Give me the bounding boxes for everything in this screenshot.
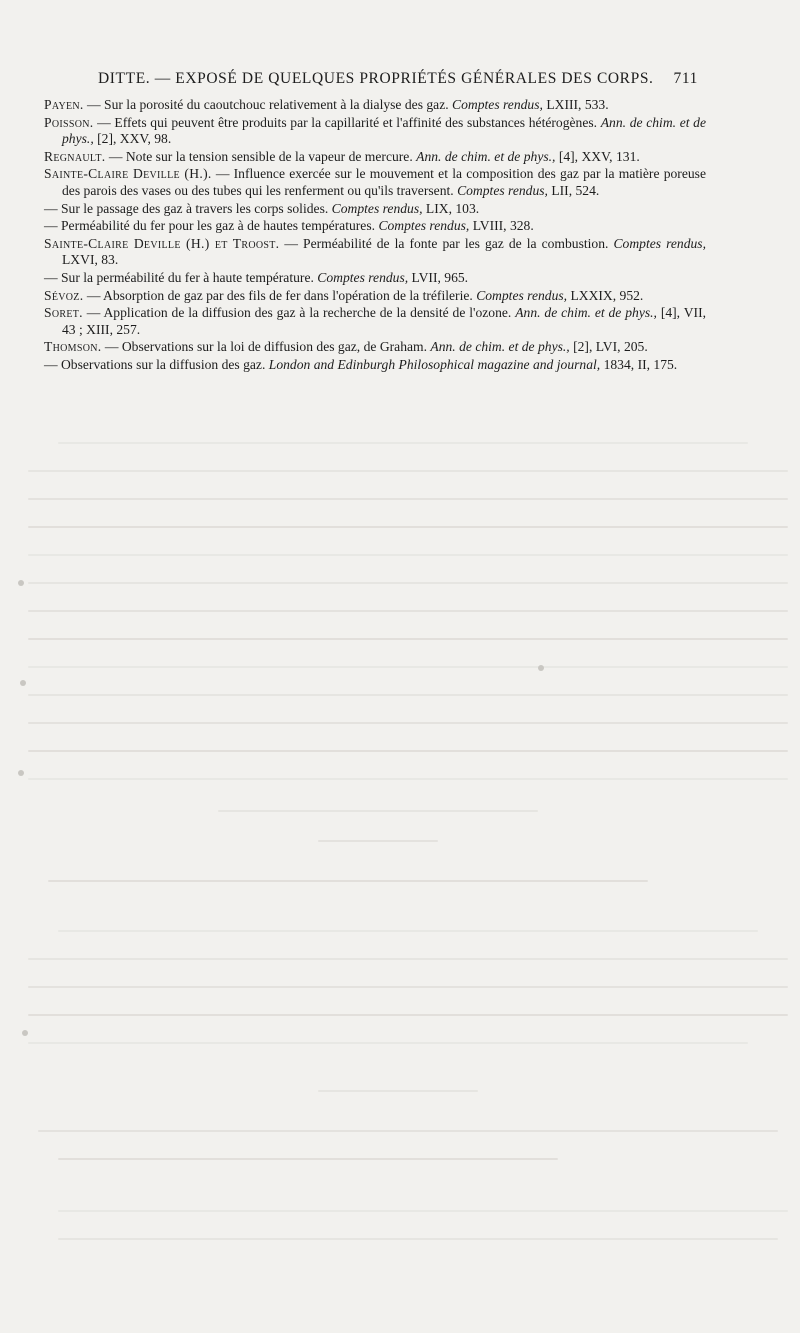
- show-through-line: [58, 1158, 558, 1160]
- show-through-line: [28, 1042, 748, 1044]
- show-through-line: [28, 750, 788, 752]
- reference-details: LXVI, 83.: [62, 252, 119, 268]
- reference-entry: [44, 236, 706, 269]
- reference-entry: [44, 288, 706, 305]
- show-through-line: [58, 930, 758, 932]
- reference-publication: Comptes rendus,: [331, 200, 423, 216]
- show-through-line: [318, 840, 438, 842]
- show-through-line: [28, 526, 788, 528]
- reference-entry: [44, 149, 706, 166]
- reference-details: LVIII, 328.: [469, 218, 534, 234]
- reference-entry: [44, 218, 706, 235]
- reference-entry: [44, 97, 706, 114]
- show-through-line: [28, 694, 788, 696]
- reference-publication: Comptes rendus,: [476, 287, 568, 303]
- reference-title: — Sur le passage des gaz à travers les corps solides.: [44, 200, 332, 216]
- reference-details: LXXIX, 952.: [567, 287, 644, 303]
- reference-author: Poisson.: [44, 114, 94, 130]
- reference-details: [4], VII, 43 ; XIII, 257.: [62, 305, 706, 337]
- show-through-line: [38, 1130, 778, 1132]
- reference-entry: [44, 201, 706, 218]
- reference-title: — Sur la porosité du caoutchouc relativement à la dialyse des gaz.: [83, 97, 453, 112]
- show-through-dot: [538, 665, 544, 671]
- show-through-dot: [18, 580, 24, 586]
- reference-publication: Ann. de chim. et de phys.,: [430, 339, 570, 355]
- reference-author: Sainte-Claire Deville (H.) et Troost.: [44, 235, 280, 251]
- reference-author: Sévoz.: [44, 287, 84, 303]
- reference-publication: Comptes rendus,: [378, 218, 470, 234]
- reference-publication: Comptes rendus,: [317, 269, 409, 285]
- reference-title: — Application de la diffusion des gaz à la recherche de la densité de l'ozone.: [82, 305, 516, 321]
- bibliography-list: [44, 97, 706, 375]
- reference-entry: [44, 339, 706, 356]
- reference-details: [2], XXV, 98.: [93, 131, 172, 147]
- show-through-line: [28, 470, 788, 472]
- show-through-line: [28, 610, 788, 612]
- reference-title: — Note sur la tension sensible de la vapeur de mercure.: [105, 148, 417, 164]
- reference-author: Soret.: [44, 305, 83, 321]
- running-title: DITTE. — EXPOSÉ DE QUELQUES PROPRIÉTÉS GÉNÉRALES DES CORPS.: [98, 70, 654, 87]
- show-through-line: [28, 582, 788, 584]
- reference-details: LVII, 965.: [408, 269, 469, 285]
- reference-details: [2], LVI, 205.: [569, 339, 648, 355]
- reference-title: — Influence exercée sur le mouvement et la composition des gaz par la matière poreuse des parois des vases ou des tubes qui les renferment ou qu'ils traversent.: [62, 166, 706, 198]
- reference-entry: [44, 115, 706, 148]
- show-through-line: [28, 638, 788, 640]
- reference-title: — Effets qui peuvent être produits par la capillarité et l'affinité des substances hétérogènes.: [93, 114, 601, 130]
- reference-details: LIX, 103.: [422, 200, 480, 216]
- reference-publication: London and Edinburgh Philosophical magazine and journal,: [268, 356, 601, 372]
- show-through-line: [28, 958, 788, 960]
- show-through-line: [28, 554, 788, 556]
- reference-author: Sainte-Claire Deville (H.).: [44, 166, 212, 182]
- show-through-line: [58, 1238, 778, 1240]
- reference-title: — Perméabilité du fer pour les gaz à de hautes températures.: [44, 218, 379, 234]
- reference-details: LII, 524.: [547, 182, 600, 198]
- show-through-line: [48, 880, 648, 882]
- reference-publication: Comptes rendus,: [613, 235, 706, 251]
- show-through-line: [28, 722, 788, 724]
- reference-details: 1834, II, 175.: [600, 356, 678, 372]
- reference-author: Regnault.: [44, 148, 106, 164]
- show-through-line: [28, 778, 788, 780]
- reference-publication: Ann. de chim. et de phys.,: [416, 148, 556, 164]
- show-through-dot: [20, 680, 26, 686]
- reference-entry: [44, 166, 706, 199]
- reference-publication: Comptes rendus,: [452, 97, 543, 112]
- reference-entry: [44, 357, 706, 374]
- reference-title: — Sur la perméabilité du fer à haute température.: [44, 269, 318, 285]
- show-through-line: [28, 1014, 788, 1016]
- reference-title: — Perméabilité de la fonte par les gaz de la combustion.: [279, 235, 614, 251]
- show-through-line: [218, 810, 538, 812]
- show-through-texture: [18, 430, 798, 1310]
- reference-publication: Ann. de chim. et de phys.,: [515, 305, 657, 321]
- reference-author: Payen.: [44, 97, 84, 112]
- show-through-line: [28, 498, 788, 500]
- show-through-line: [58, 442, 748, 444]
- reference-details: [4], XXV, 131.: [555, 148, 640, 164]
- reference-author: Thomson.: [44, 339, 102, 355]
- show-through-line: [28, 986, 788, 988]
- show-through-dot: [22, 1030, 28, 1036]
- reference-details: LXIII, 533.: [542, 97, 609, 112]
- reference-title: — Absorption de gaz par des fils de fer dans l'opération de la tréfilerie.: [83, 287, 477, 303]
- show-through-line: [318, 1090, 478, 1092]
- reference-title: — Observations sur la diffusion des gaz.: [44, 356, 269, 372]
- reference-publication: Comptes rendus,: [457, 182, 548, 198]
- show-through-dot: [18, 770, 24, 776]
- show-through-line: [28, 666, 788, 668]
- reference-entry: [44, 270, 706, 287]
- show-through-line: [58, 1210, 788, 1212]
- reference-title: — Observations sur la loi de diffusion des gaz, de Graham.: [101, 339, 431, 355]
- reference-publication: Ann. de chim. et de phys.,: [62, 114, 707, 147]
- page-number: 711: [673, 70, 698, 87]
- reference-entry: [44, 305, 706, 338]
